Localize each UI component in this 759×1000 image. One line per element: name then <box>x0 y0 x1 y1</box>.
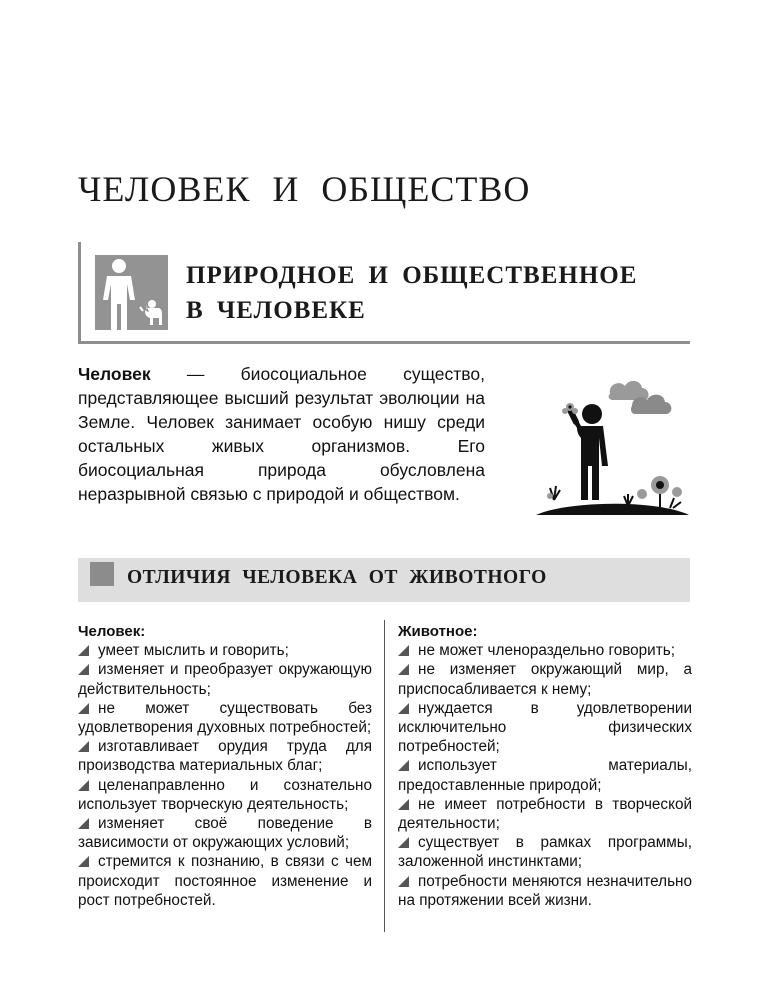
section-title-line1: ПРИРОДНОЕ И ОБЩЕСТВЕННОЕ <box>186 262 638 289</box>
list-item: существует в рамках программы, заложенной инстинктами; <box>398 834 692 871</box>
intro-paragraph <box>78 362 485 506</box>
triangle-bullet-icon <box>78 664 89 675</box>
triangle-bullet-icon <box>398 876 409 887</box>
triangle-bullet-icon <box>398 799 409 810</box>
animal-heading: Животное: <box>398 623 478 640</box>
human-column <box>78 622 372 910</box>
triangle-bullet-icon <box>78 703 89 714</box>
person-and-dog-icon <box>95 255 168 330</box>
human-heading: Человек: <box>78 623 146 640</box>
list-item: стремится к познанию, в связи с чем происходит постоянное изменение и рост потребностей. <box>78 853 372 909</box>
chapter-title: ЧЕЛОВЕК И ОБЩЕСТВО <box>78 169 531 209</box>
triangle-bullet-icon <box>78 741 89 752</box>
triangle-bullet-icon <box>398 664 409 675</box>
animal-list <box>398 641 692 910</box>
list-item: использует материалы, предоставленные природой; <box>398 757 692 794</box>
triangle-bullet-icon <box>398 760 409 771</box>
list-item: потребности меняются незначительно на протяжении всей жизни. <box>398 872 692 909</box>
square-bullet-icon <box>90 562 114 586</box>
column-divider <box>384 620 385 932</box>
list-item: изменяет своё поведение в зависимости от окружающих условий; <box>78 815 372 852</box>
list-item: не может членораздельно говорить; <box>398 641 692 660</box>
list-item: изменяет и преобразует окружающую действительность; <box>78 661 372 698</box>
section-title-line2: В ЧЕЛОВЕКЕ <box>186 297 366 324</box>
animal-column <box>398 622 692 910</box>
triangle-bullet-icon <box>398 703 409 714</box>
section-title <box>186 258 637 328</box>
intro-text: — биосоциальное существо, представляющее высший результат эволюции на Земле. Человек занимает особую нишу среди остальных живых организмов. Его биосоциальная природа обусловлена неразрывной связью с природой и обществом. <box>78 364 485 504</box>
list-item: целенаправленно и сознательно использует творческую деятельность; <box>78 776 372 813</box>
list-item: изготавливает орудия труда для производства материальных благ; <box>78 738 372 775</box>
triangle-bullet-icon <box>398 837 409 848</box>
triangle-bullet-icon <box>78 780 89 791</box>
triangle-bullet-icon <box>398 645 409 656</box>
triangle-bullet-icon <box>78 818 89 829</box>
triangle-bullet-icon <box>78 856 89 867</box>
intro-term: Человек <box>78 364 151 384</box>
person-holding-flower-icon <box>532 370 697 527</box>
subsection-title: ОТЛИЧИЯ ЧЕЛОВЕКА ОТ ЖИВОТНОГО <box>127 567 547 588</box>
triangle-bullet-icon <box>78 645 89 656</box>
human-list <box>78 641 372 910</box>
subsection-header <box>78 558 690 602</box>
list-item: не имеет потребности в творческой деятельности; <box>398 795 692 833</box>
list-item: не может существовать без удовлетворения духовных потребностей; <box>78 699 372 737</box>
list-item: умеет мыслить и говорить; <box>78 641 372 660</box>
list-item: нуждается в удовлетворении исключительно физических потребностей; <box>398 699 692 756</box>
list-item: не изменяет окружающий мир, а приспосабливается к нему; <box>398 661 692 698</box>
section-header <box>78 242 690 344</box>
